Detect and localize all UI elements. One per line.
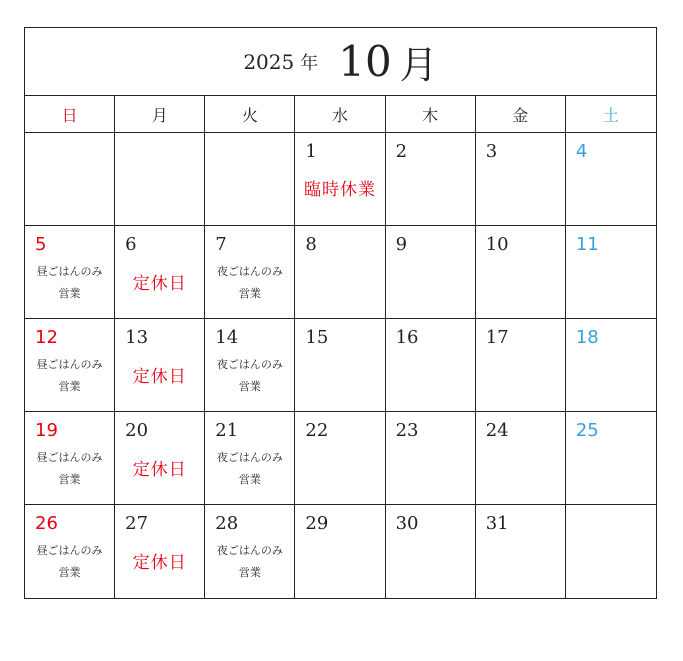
day-number: 19 bbox=[35, 420, 58, 441]
day-number: 16 bbox=[395, 327, 419, 348]
day-cell[interactable] bbox=[115, 319, 205, 411]
day-cell[interactable] bbox=[25, 505, 115, 598]
day-number: 13 bbox=[125, 327, 149, 348]
service-note-line2: 営業 bbox=[58, 473, 81, 486]
day-number: 7 bbox=[215, 234, 227, 255]
service-note-line1: 昼ごはんのみ bbox=[36, 451, 103, 464]
week-row bbox=[25, 505, 656, 598]
year-suffix: 年 bbox=[300, 52, 319, 74]
day-number: 3 bbox=[485, 141, 498, 162]
service-note-line2: 営業 bbox=[238, 287, 261, 300]
day-number: 23 bbox=[395, 420, 419, 441]
service-note-line1: 昼ごはんのみ bbox=[36, 358, 103, 371]
service-note bbox=[25, 261, 114, 305]
service-note bbox=[205, 447, 294, 491]
service-note-line1: 夜ごはんのみ bbox=[216, 358, 283, 371]
day-cell bbox=[205, 133, 295, 225]
weekday-thu: 木 bbox=[386, 96, 476, 132]
service-note-line2: 営業 bbox=[58, 380, 81, 393]
day-number: 2 bbox=[395, 141, 408, 162]
day-number: 9 bbox=[395, 234, 408, 255]
day-number: 30 bbox=[395, 513, 419, 534]
day-number: 1 bbox=[305, 141, 317, 162]
day-cell[interactable] bbox=[476, 319, 566, 411]
day-number: 8 bbox=[305, 234, 317, 255]
day-cell[interactable] bbox=[115, 412, 205, 504]
service-note bbox=[205, 354, 294, 398]
day-number: 27 bbox=[125, 513, 149, 534]
service-note-line2: 営業 bbox=[238, 473, 261, 486]
weekday-fri: 金 bbox=[476, 96, 566, 132]
day-cell[interactable] bbox=[386, 226, 476, 318]
weekday-sun: 日 bbox=[25, 96, 115, 132]
day-cell[interactable] bbox=[566, 133, 656, 225]
weekday-sat: 土 bbox=[602, 105, 619, 125]
day-cell bbox=[566, 505, 656, 598]
regular-holiday-label: 定休日 bbox=[132, 460, 187, 480]
service-note-line1: 夜ごはんのみ bbox=[216, 451, 283, 464]
day-cell[interactable] bbox=[25, 412, 115, 504]
day-number: 20 bbox=[125, 420, 149, 441]
week-row bbox=[25, 319, 656, 412]
week-row bbox=[25, 412, 656, 505]
day-number: 10 bbox=[485, 234, 509, 255]
regular-holiday-label: 定休日 bbox=[132, 274, 187, 294]
day-number: 25 bbox=[575, 420, 599, 441]
calendar-grid bbox=[25, 133, 656, 598]
day-cell[interactable] bbox=[25, 319, 115, 411]
day-number: 24 bbox=[485, 420, 509, 441]
day-cell[interactable] bbox=[205, 226, 295, 318]
weekday-wed: 水 bbox=[295, 96, 385, 132]
service-note-line1: 昼ごはんのみ bbox=[36, 544, 103, 557]
day-number: 5 bbox=[35, 234, 47, 255]
day-number: 26 bbox=[35, 513, 58, 534]
year: 2025 bbox=[243, 49, 295, 74]
service-note-line1: 昼ごはんのみ bbox=[36, 265, 103, 278]
weekday-mon: 月 bbox=[115, 96, 205, 132]
day-number: 18 bbox=[575, 327, 599, 348]
service-note bbox=[205, 540, 294, 584]
day-number: 21 bbox=[215, 420, 239, 441]
service-note bbox=[25, 447, 114, 491]
service-note-line1: 夜ごはんのみ bbox=[216, 544, 283, 557]
day-cell[interactable] bbox=[566, 319, 656, 411]
day-cell[interactable] bbox=[115, 505, 205, 598]
day-number: 17 bbox=[485, 327, 509, 348]
day-cell bbox=[115, 133, 205, 225]
day-number: 12 bbox=[35, 327, 58, 348]
day-cell[interactable] bbox=[476, 133, 566, 225]
service-note-line2: 営業 bbox=[58, 287, 81, 300]
regular-holiday-label: 定休日 bbox=[132, 553, 187, 573]
regular-holiday-label: 定休日 bbox=[132, 367, 187, 387]
weekday-header bbox=[25, 96, 656, 133]
day-number: 15 bbox=[305, 327, 329, 348]
day-number: 14 bbox=[215, 327, 239, 348]
month: 10 bbox=[338, 37, 392, 86]
day-cell[interactable] bbox=[476, 412, 566, 504]
temporary-closure-label: 臨時休業 bbox=[303, 180, 376, 200]
day-cell[interactable] bbox=[25, 226, 115, 318]
service-note-line2: 営業 bbox=[58, 566, 81, 579]
weekday-tue: 火 bbox=[205, 96, 295, 132]
day-cell[interactable] bbox=[476, 505, 566, 598]
day-number: 31 bbox=[485, 513, 509, 534]
day-cell[interactable] bbox=[566, 412, 656, 504]
day-cell[interactable] bbox=[386, 319, 476, 411]
day-number: 29 bbox=[305, 513, 329, 534]
service-note-line2: 営業 bbox=[238, 380, 261, 393]
service-note-line1: 夜ごはんのみ bbox=[216, 265, 283, 278]
week-row bbox=[25, 133, 656, 226]
day-number: 28 bbox=[215, 513, 239, 534]
day-cell[interactable] bbox=[295, 412, 385, 504]
day-cell[interactable] bbox=[386, 505, 476, 598]
week-row bbox=[25, 226, 656, 319]
service-note bbox=[205, 261, 294, 305]
calendar-title bbox=[25, 28, 656, 96]
service-note-line2: 営業 bbox=[238, 566, 261, 579]
month-suffix: 月 bbox=[399, 43, 438, 87]
day-cell[interactable] bbox=[295, 505, 385, 598]
day-cell[interactable] bbox=[566, 226, 656, 318]
day-cell[interactable] bbox=[205, 505, 295, 598]
day-cell[interactable] bbox=[386, 133, 476, 225]
service-note bbox=[25, 540, 114, 584]
day-cell[interactable] bbox=[295, 133, 385, 225]
day-number: 22 bbox=[305, 420, 329, 441]
day-cell bbox=[25, 133, 115, 225]
day-number: 11 bbox=[575, 234, 599, 255]
day-cell[interactable] bbox=[295, 226, 385, 318]
day-cell[interactable] bbox=[476, 226, 566, 318]
day-number: 4 bbox=[575, 141, 588, 162]
day-number: 6 bbox=[125, 234, 137, 255]
day-cell[interactable] bbox=[295, 319, 385, 411]
calendar bbox=[24, 27, 657, 599]
day-cell[interactable] bbox=[205, 319, 295, 411]
service-note bbox=[25, 354, 114, 398]
day-cell[interactable] bbox=[205, 412, 295, 504]
day-cell[interactable] bbox=[115, 226, 205, 318]
day-cell[interactable] bbox=[386, 412, 476, 504]
